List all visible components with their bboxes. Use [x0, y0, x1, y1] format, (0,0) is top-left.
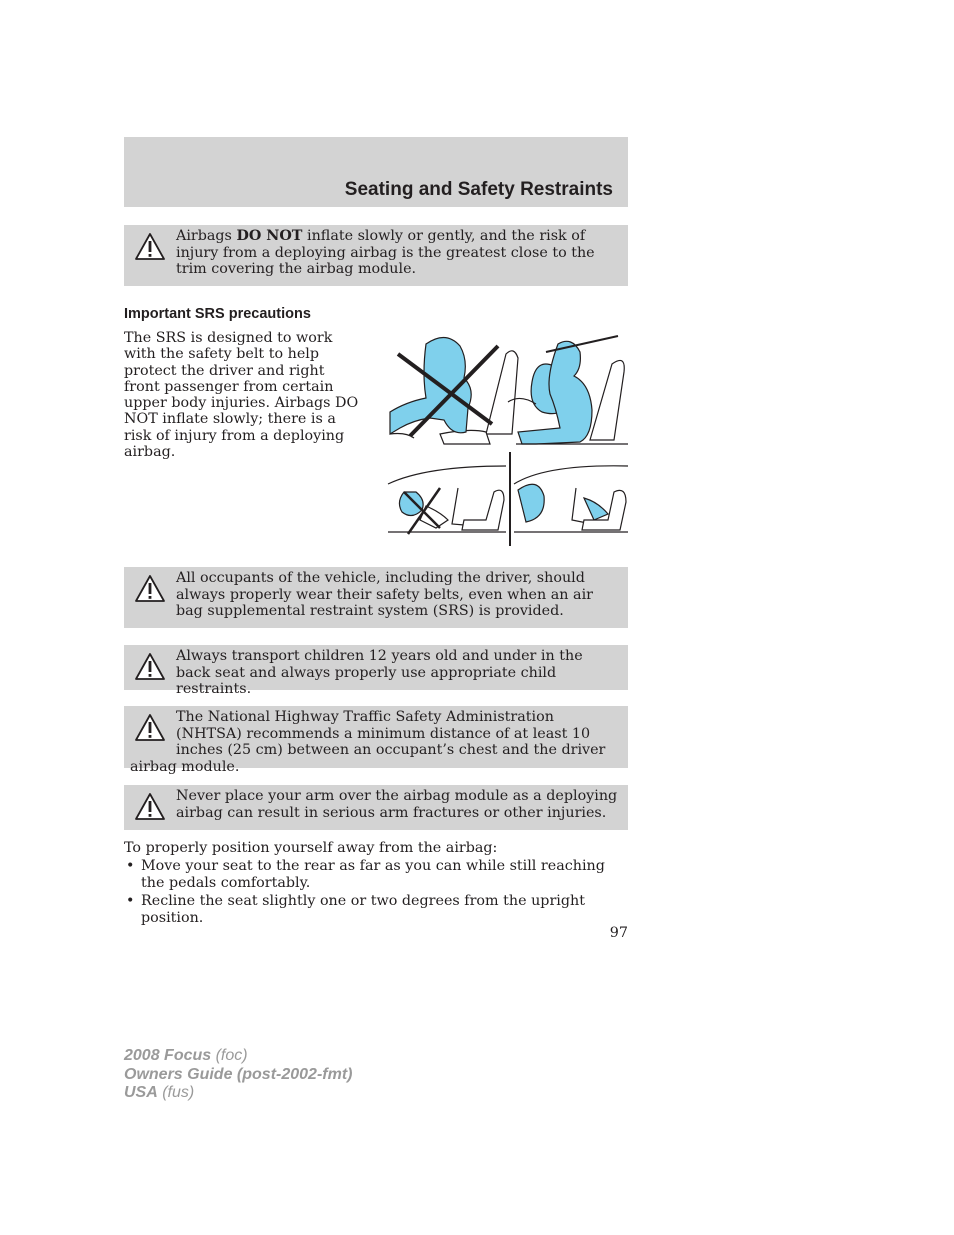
list-item: • Move your seat to the rear as far as you can while still reaching the pedals comfortably. [126, 857, 605, 891]
warning-box-arm-placement [124, 785, 628, 830]
warning-text: Airbags DO NOT inflate slowly or gently, and the risk of injury from a deploying airbag is the greatest close to the trim covering the airbag module. [176, 228, 595, 277]
warning-triangle-icon [134, 713, 166, 743]
bullet-icon: • [126, 892, 135, 909]
positioning-list [124, 858, 628, 928]
footer-line-model: 2008 Focus (foc) [124, 1047, 248, 1064]
bullet-icon: • [126, 857, 135, 874]
list-item: • Recline the seat slightly one or two degrees from the upright position. [126, 892, 585, 926]
airbag-position-illustration [386, 324, 630, 550]
warning-triangle-icon [134, 232, 166, 262]
warning-text: The National Highway Traffic Safety Administration (NHTSA) recommends a minimum distance of at least 10 inches (25 cm) between an occupant’s chest and the driver airbag module. [130, 709, 606, 775]
page-number: 97 [609, 925, 628, 941]
footer-line-market: USA (fus) [124, 1084, 195, 1101]
warning-box-children [124, 645, 628, 697]
correct-occupant-distance-figure [508, 336, 628, 444]
warning-triangle-icon [134, 792, 166, 822]
positioning-instructions [124, 840, 628, 928]
warning-text: Always transport children 12 years old and under in the back seat and always properly use appropriate child restraints. [176, 648, 583, 697]
incorrect-occupant-close-figure [390, 337, 518, 444]
car-interior-panels [388, 452, 628, 546]
section-heading: Important SRS precautions [124, 306, 311, 322]
positioning-lead: To properly position yourself away from the airbag: [124, 840, 498, 856]
warning-box-nhtsa-distance [124, 706, 628, 775]
warning-box-airbag-inflation [124, 225, 628, 286]
warning-box-safety-belts [124, 567, 628, 628]
intro-paragraph: The SRS is designed to work with the safety belt to help protect the driver and right front passenger from certain upper body injuries. Airbags DO NOT inflate slowly; there is a risk of injury from a deploying airbag. [124, 330, 359, 461]
warning-text: All occupants of the vehicle, including the driver, should always properly wear their safety belts, even when an air bag supplemental restraint system (SRS) is provided. [176, 570, 593, 619]
section-title: Seating and Safety Restraints [344, 179, 613, 200]
warning-triangle-icon [134, 574, 166, 604]
section-header-band [124, 137, 628, 207]
document-footer [124, 1047, 352, 1103]
warning-text: Never place your arm over the airbag module as a deploying airbag can result in serious arm fractures or other injuries. [176, 788, 618, 821]
footer-line-guide: Owners Guide (post-2002-fmt) [124, 1065, 353, 1083]
warning-triangle-icon [134, 652, 166, 682]
